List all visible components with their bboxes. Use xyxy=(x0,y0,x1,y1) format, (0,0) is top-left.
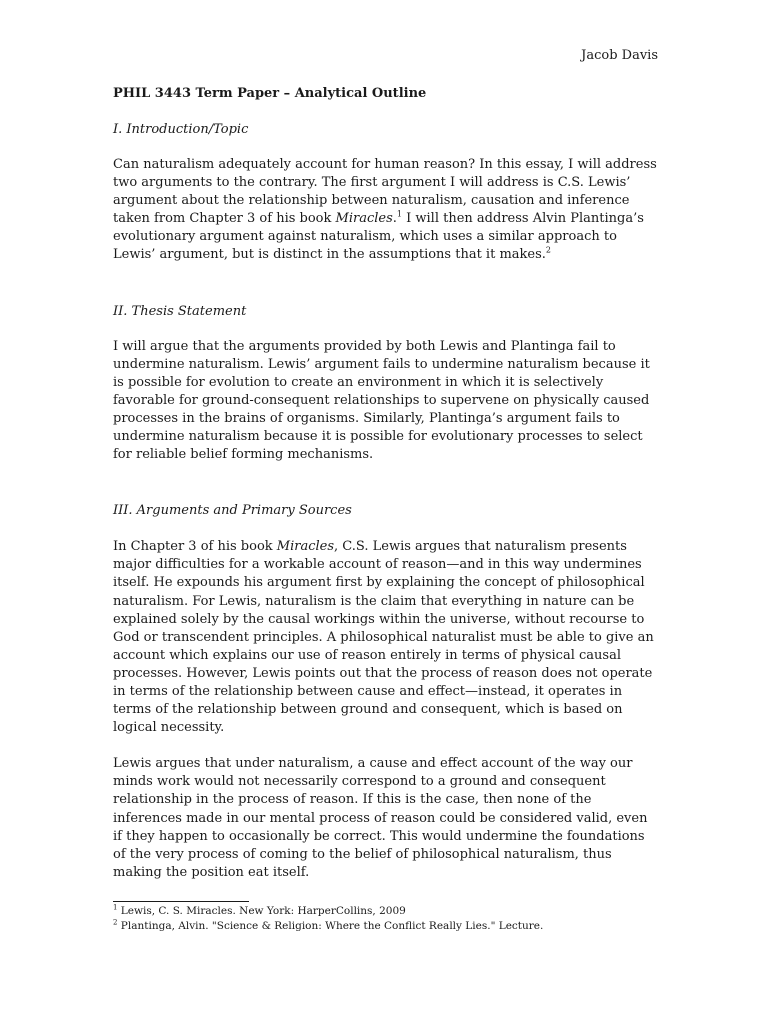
arguments-paragraph-1 xyxy=(113,538,658,737)
text-run: In Chapter 3 of his book xyxy=(113,539,277,555)
text-run: I will then address Alvin Plantinga’s evolutionary argument against naturalism, which uses a similar approach to Lewis’ argument, but is distinct in the assumptions that it makes. xyxy=(113,211,644,263)
footnotes xyxy=(113,904,658,934)
page-content xyxy=(113,47,658,934)
footnote-ref-2: 2 xyxy=(545,246,551,256)
section-heading-introduction: I. Introduction/Topic xyxy=(113,122,249,137)
arguments-paragraph-2: Lewis argues that under naturalism, a cause and effect account of the way our minds work would not necessarily correspond to a ground and consequent relationship in the process of reason. If this is the case, then none of the inferences made in our mental process of reason could be considered valid, even if they happen to occasionally be correct. This would undermine the foundations of the very process of coming to the belief of philosophical naturalism, thus making the position eat itself. xyxy=(113,756,648,880)
text-run: Can naturalism adequately account for human reason? In this essay, I will address two arguments to the contrary. The first argument I will address is C.S. Lewis’ argument about the relationship between naturalism, causation and inference taken from Chapter 3 of his book xyxy=(113,157,657,227)
introduction-paragraph xyxy=(113,156,658,265)
footnote-number: 2 xyxy=(113,918,118,927)
footnote-2 xyxy=(113,919,658,934)
document-title: PHIL 3443 Term Paper – Analytical Outline xyxy=(113,86,427,101)
section-heading-thesis: II. Thesis Statement xyxy=(113,303,247,319)
text-run: , C.S. Lewis argues that naturalism presents major difficulties for a workable account of reason—and in this way undermines itself. He expounds his argument first by explaining the concept of philosophical naturalism. For Lewis, naturalism is the claim that everything in nature can be explained solely by the causal workings within the universe, without recourse to God or transcendent principles. A philosophical naturalist must be able to give an account which explains our use of reason entirely in terms of physical causal processes. However, Lewis points out that the process of reason does not operate in terms of the relationship between cause and effect—instead, it operates in terms of the relationship between ground and consequent, which is based on logical necessity. xyxy=(113,539,654,736)
footnote-1 xyxy=(113,904,658,919)
book-title: Miracles xyxy=(276,539,335,555)
book-title: Miracles xyxy=(335,211,393,227)
section-heading-arguments: III. Arguments and Primary Sources xyxy=(113,503,352,519)
footnote-ref-1: 1 xyxy=(396,209,402,219)
footnote-text: Lewis, C. S. Miracles. New York: HarperCollins, 2009 xyxy=(117,904,406,917)
text-run: . xyxy=(392,211,397,227)
thesis-paragraph: I will argue that the arguments provided by both Lewis and Plantinga fail to undermine naturalism. Lewis’ argument fails to undermine naturalism because it is possible for evolution to create an environment in which it is selectively favorable for ground-consequent relationships to supervene on physically caused processes in the brains of organisms. Similarly, Plantinga’s argument fails to undermine naturalism because it is possible for evolutionary processes to select for reliable belief forming mechanisms. xyxy=(113,338,650,463)
footnote-text: Plantinga, Alvin. "Science & Religion: Where the Conflict Really Lies." Lecture. xyxy=(117,919,544,932)
footnote-separator xyxy=(113,901,249,902)
footnote-number: 1 xyxy=(113,903,118,912)
author-name: Jacob Davis xyxy=(581,48,658,63)
